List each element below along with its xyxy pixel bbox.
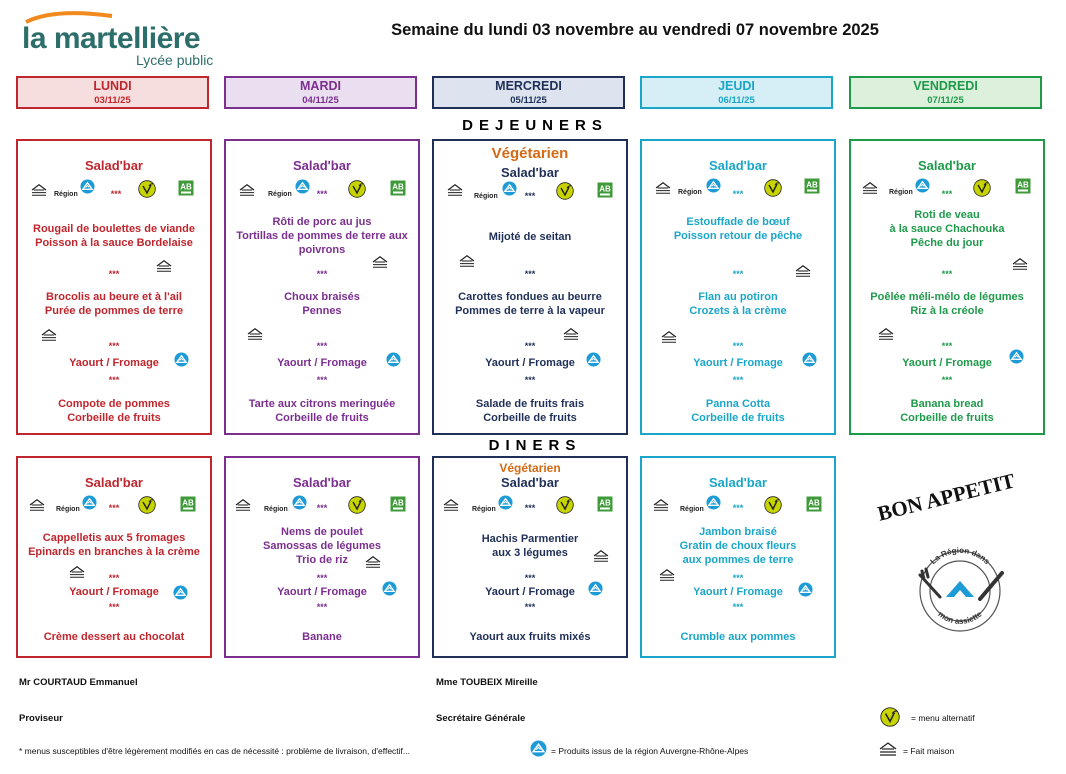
menu-alternatif-icon (138, 496, 156, 514)
side-dish: Riz à la créole (910, 305, 984, 317)
main-dish: Roti de veau (914, 209, 980, 221)
lunch-card-jeudi (640, 139, 836, 435)
section-diners: DINERS (488, 437, 582, 454)
day-date: 06/11/25 (718, 95, 755, 106)
fait-maison-icon (458, 254, 476, 268)
main-dish: Jambon braisé (699, 526, 777, 538)
menu-alternatif-icon (973, 179, 991, 197)
region-label: Région (264, 506, 288, 513)
main-dish: aux pommes de terre (682, 554, 794, 566)
dessert: Corbeille de fruits (483, 412, 577, 424)
main-dish: Pêche du jour (910, 237, 984, 249)
dairy-course: Yaourt / Fromage (69, 586, 159, 598)
agriculture-bio-icon (390, 180, 406, 196)
main-dish: à la sauce Chachouka (889, 223, 1005, 235)
day-header-vendredi (849, 76, 1042, 109)
dinner-card-mardi (224, 456, 420, 658)
dessert: Corbeille de fruits (275, 412, 369, 424)
dessert: Tarte aux citrons meringuée (248, 398, 396, 410)
fait-maison-icon (364, 555, 382, 569)
separator: *** (941, 375, 953, 385)
region-label: Région (889, 189, 913, 196)
vegetarian-label: Végétarien (499, 461, 561, 475)
separator: *** (524, 503, 536, 513)
main-dish: Mijoté de seitan (488, 231, 572, 243)
separator: *** (732, 269, 744, 279)
menu-change-note: * menus susceptibles d'être légèrement modifiés en cas de nécessité : problème de livraison, d'effectif... (19, 746, 410, 756)
separator: *** (316, 503, 328, 513)
side-dish: Flan au potiron (698, 291, 778, 303)
side-dish: Pommes de terre à la vapeur (455, 305, 605, 317)
separator: *** (316, 341, 328, 351)
separator: *** (732, 341, 744, 351)
dinner-card-jeudi (640, 456, 836, 658)
dessert: Salade de fruits frais (475, 398, 585, 410)
separator: *** (524, 191, 536, 201)
main-dish: Poisson retour de pêche (673, 230, 803, 242)
fait-maison-icon (592, 549, 610, 563)
day-date: 07/11/25 (927, 95, 964, 106)
separator: *** (108, 341, 120, 351)
badge-line-1: La Région dans (928, 545, 992, 567)
region-icon (588, 581, 603, 596)
lunch-card-lundi (16, 139, 212, 435)
dessert: Banane (302, 631, 342, 643)
dairy-course: Yaourt / Fromage (69, 357, 159, 369)
separator: *** (108, 503, 120, 513)
region-label: Région (474, 193, 498, 200)
region-dans-mon-assiette-logo (910, 545, 1010, 635)
menu-alternatif-icon (764, 179, 782, 197)
school-logo (18, 8, 238, 68)
salad-bar-label: Salad'bar (84, 158, 143, 173)
principal-name: Mr COURTAUD Emmanuel (19, 677, 138, 688)
dessert: Corbeille de fruits (691, 412, 785, 424)
main-dish: Gratin de choux fleurs (679, 540, 797, 552)
badge-line-2: mon assiette (936, 609, 984, 626)
day-name: MERCREDI (495, 79, 562, 93)
agriculture-bio-icon (390, 496, 406, 512)
region-icon (798, 582, 813, 597)
separator: *** (316, 375, 328, 385)
main-dish: Nems de poulet (281, 526, 363, 538)
separator: *** (316, 602, 328, 612)
region-label: Région (54, 191, 78, 198)
side-dish: Carottes fondues au beurre (458, 291, 602, 303)
day-name: LUNDI (93, 79, 132, 93)
fait-maison-icon (155, 259, 173, 273)
dinner-card-lundi (16, 456, 212, 658)
day-name: MARDI (300, 79, 341, 93)
legend-region-text: = Produits issus de la région Auvergne-Rhône-Alpes (551, 746, 749, 756)
main-dish: Hachis Parmentier (481, 533, 579, 545)
separator: *** (524, 269, 536, 279)
legend-house-text: = Fait maison (903, 746, 955, 756)
separator: *** (732, 189, 744, 199)
menu-alternatif-legend-icon (880, 707, 900, 727)
region-label: Région (56, 506, 80, 513)
region-label: Région (680, 506, 704, 513)
main-dish: Estouffade de bœuf (686, 216, 790, 228)
main-dish: Tortillas de pommes de terre aux (236, 230, 408, 242)
region-icon (174, 352, 189, 367)
region-icon (1009, 349, 1024, 364)
main-dish: aux 3 légumes (492, 547, 568, 559)
dairy-course: Yaourt / Fromage (485, 586, 575, 598)
side-dish: Purée de pommes de terre (44, 305, 184, 317)
legend-alt-text: = menu alternatif (911, 713, 975, 723)
day-header-lundi (16, 76, 209, 109)
day-name: JEUDI (718, 79, 755, 93)
separator: *** (941, 189, 953, 199)
region-icon (802, 352, 817, 367)
salad-bar-label: Salad'bar (917, 158, 976, 173)
salad-bar-label: Salad'bar (84, 475, 143, 490)
salad-bar-label: Salad'bar (708, 158, 767, 173)
lunch-card-vendredi (849, 139, 1045, 435)
side-dish: Pennes (302, 305, 342, 317)
region-icon (586, 352, 601, 367)
salad-bar-label: Salad'bar (708, 475, 767, 490)
dessert: Banana bread (910, 398, 984, 410)
side-dish: Crozets à la crème (689, 305, 787, 317)
day-header-mardi (224, 76, 417, 109)
separator: *** (732, 503, 744, 513)
dairy-course: Yaourt / Fromage (485, 357, 575, 369)
logo-subtitle: Lycée public (136, 52, 214, 68)
separator: *** (316, 573, 328, 583)
fait-maison-legend-icon (878, 741, 898, 757)
agriculture-bio-icon (597, 182, 613, 198)
separator: *** (524, 602, 536, 612)
menu-alternatif-icon (138, 180, 156, 198)
separator: *** (108, 573, 120, 583)
main-dish: poivrons (298, 244, 346, 256)
bon-appetit-text: BON APPETIT (875, 468, 1018, 526)
region-label: Région (268, 191, 292, 198)
salad-bar-label: Salad'bar (500, 165, 559, 180)
dairy-course: Yaourt / Fromage (902, 357, 992, 369)
separator: *** (524, 375, 536, 385)
main-dish: Rôti de porc au jus (272, 216, 372, 228)
separator: *** (941, 341, 953, 351)
secretary-title: Secrétaire Générale (436, 713, 526, 724)
dessert: Corbeille de fruits (67, 412, 161, 424)
fait-maison-icon (794, 264, 812, 278)
day-date: 05/11/25 (510, 95, 547, 106)
dessert: Crumble aux pommes (680, 631, 796, 643)
menu-alternatif-icon (348, 496, 366, 514)
separator: *** (110, 189, 122, 199)
secretary-name: Mme TOUBEIX Mireille (436, 677, 538, 688)
dessert: Compote de pommes (58, 398, 170, 410)
section-dejeuners: DEJEUNERS (462, 117, 608, 134)
dairy-course: Yaourt / Fromage (693, 586, 783, 598)
week-title: Semaine du lundi 03 novembre au vendredi 07 novembre 2025 (391, 21, 879, 39)
salad-bar-label: Salad'bar (500, 475, 559, 490)
day-header-mercredi (432, 76, 625, 109)
vegetarian-label: Végétarien (491, 145, 569, 162)
main-dish: Epinards en branches à la crème (28, 546, 200, 558)
menu-alternatif-icon (348, 180, 366, 198)
menu-alternatif-icon (556, 182, 574, 200)
menu-alternatif-icon (764, 496, 782, 514)
separator: *** (941, 269, 953, 279)
principal-title: Proviseur (19, 713, 63, 724)
side-dish: Choux braisés (284, 291, 360, 303)
day-name: VENDREDI (913, 79, 978, 93)
separator: *** (732, 602, 744, 612)
separator: *** (108, 602, 120, 612)
separator: *** (524, 573, 536, 583)
day-header-jeudi (640, 76, 833, 109)
lunch-card-mardi (224, 139, 420, 435)
separator: *** (108, 269, 120, 279)
agriculture-bio-icon (178, 180, 194, 196)
dessert: Corbeille de fruits (900, 412, 994, 424)
agriculture-bio-icon (1015, 178, 1031, 194)
separator: *** (524, 341, 536, 351)
separator: *** (316, 269, 328, 279)
region-legend-icon (530, 740, 547, 757)
agriculture-bio-icon (597, 496, 613, 512)
salad-bar-label: Salad'bar (292, 475, 351, 490)
separator: *** (732, 573, 744, 583)
salad-bar-label: Salad'bar (292, 158, 351, 173)
region-label: Région (678, 189, 702, 196)
logo-title: la martellière (22, 22, 201, 55)
region-icon (382, 581, 397, 596)
region-icon (173, 585, 188, 600)
main-dish: Rougail de boulettes de viande (33, 223, 195, 235)
day-date: 04/11/25 (302, 95, 339, 106)
main-dish: Samossas de légumes (262, 540, 381, 552)
agriculture-bio-icon (806, 496, 822, 512)
separator: *** (108, 375, 120, 385)
agriculture-bio-icon (804, 178, 820, 194)
agriculture-bio-icon (180, 496, 196, 512)
dessert: Crème dessert au chocolat (43, 631, 185, 643)
separator: *** (316, 189, 328, 199)
dairy-course: Yaourt / Fromage (693, 357, 783, 369)
dairy-course: Yaourt / Fromage (277, 357, 367, 369)
day-date: 03/11/25 (94, 95, 131, 106)
dinner-card-mercredi (432, 456, 628, 658)
main-dish: Trio de riz (296, 554, 348, 566)
separator: *** (732, 375, 744, 385)
region-label: Région (472, 506, 496, 513)
lunch-card-mercredi (432, 139, 628, 435)
main-dish: Cappelletis aux 5 fromages (42, 532, 186, 544)
dessert: Yaourt aux fruits mixés (469, 631, 591, 643)
region-icon (386, 352, 401, 367)
main-dish: Poisson à la sauce Bordelaise (35, 237, 193, 249)
menu-alternatif-icon (556, 496, 574, 514)
side-dish: Poêlée méli-mélo de légumes (870, 291, 1024, 303)
side-dish: Brocolis au beure et à l'ail (46, 291, 182, 303)
dairy-course: Yaourt / Fromage (277, 586, 367, 598)
dessert: Panna Cotta (705, 398, 771, 410)
